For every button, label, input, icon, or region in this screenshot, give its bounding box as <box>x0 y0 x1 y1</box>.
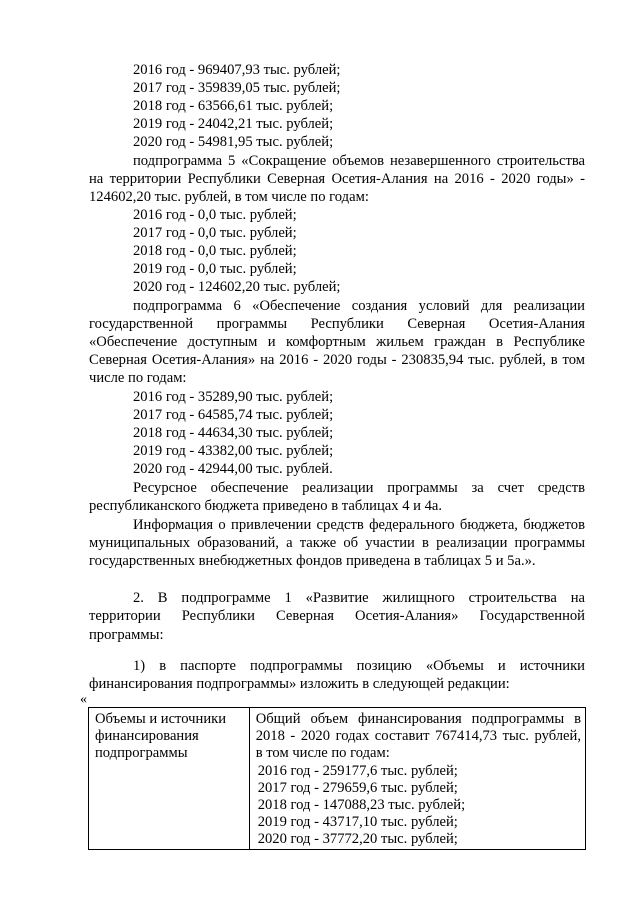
table-value-line: в том числе по годам: <box>255 745 390 762</box>
text-line: на территории Республики Северная Осетия-Алания на 2016 - 2020 годы» - <box>89 171 585 187</box>
text-line: Ресурсное обеспечение реализации программы за счет средств <box>133 480 585 496</box>
table-value-line: 2018 - 2020 годах составит 767414,73 тыс. рублей, <box>255 728 581 745</box>
text-line: государственной программы Республики Северная Осетия-Алания <box>89 316 585 332</box>
text-line: 2017 год - 64585,74 тыс. рублей; <box>133 407 334 423</box>
table-label-line: подпрограммы <box>95 745 188 762</box>
text-line: финансирования подпрограммы» изложить в следующей редакции: <box>89 676 510 692</box>
text-line: территории Республики Северная Осетия-Алания» Государственной <box>89 608 585 624</box>
table-label-line: финансирования <box>95 728 199 745</box>
text-line: 2016 год - 35289,90 тыс. рублей; <box>133 389 334 405</box>
text-line: 2. В подпрограмме 1 «Развитие жилищного строительства на <box>133 590 585 606</box>
passport-table <box>88 707 586 850</box>
text-line: числе по годам: <box>89 370 187 386</box>
text-line: 2019 год - 0,0 тыс. рублей; <box>133 261 297 277</box>
table-year-line: 2016 год - 259177,6 тыс. рублей; <box>257 762 458 779</box>
table-value-line: Общий объем финансирования подпрограммы в <box>255 711 581 727</box>
text-line: подпрограмма 6 «Обеспечение создания условий для реализации <box>133 298 585 314</box>
text-line: 2018 год - 44634,30 тыс. рублей; <box>133 425 334 441</box>
text-line: 2019 год - 24042,21 тыс. рублей; <box>133 116 334 132</box>
text-line: 2018 год - 0,0 тыс. рублей; <box>133 243 297 259</box>
text-line: 2016 год - 0,0 тыс. рублей; <box>133 207 297 223</box>
text-line: 124602,20 тыс. рублей, в том числе по годам: <box>89 189 369 205</box>
table-year-line: 2020 год - 37772,20 тыс. рублей; <box>257 831 458 848</box>
text-line: 2017 год - 0,0 тыс. рублей; <box>133 225 297 241</box>
table-label-cell <box>89 708 250 850</box>
text-line: 2016 год - 969407,93 тыс. рублей; <box>133 62 341 78</box>
text-line: «Обеспечение доступным и комфортным жильем граждан в Республике <box>89 334 585 350</box>
opening-quote-mark: « <box>80 692 87 707</box>
text-line: программы: <box>89 627 164 643</box>
text-line: 1) в паспорте подпрограммы позицию «Объемы и источники <box>133 658 585 674</box>
table-year-line: 2019 год - 43717,10 тыс. рублей; <box>257 814 458 831</box>
table-value-cell <box>249 708 585 850</box>
table-row <box>89 708 586 850</box>
text-line: Информация о привлечении средств федерального бюджета, бюджетов <box>133 517 585 533</box>
table-label-line: Объемы и источники <box>95 711 227 727</box>
text-line: республиканского бюджета приведено в таблицах 4 и 4а. <box>89 498 443 514</box>
table-year-line: 2017 год - 279659,6 тыс. рублей; <box>257 779 458 796</box>
table-year-line: 2018 год - 147088,23 тыс. рублей; <box>257 797 466 814</box>
text-line: государственных внебюджетных фондов приведена в таблицах 5 и 5а.». <box>89 553 536 569</box>
text-line: подпрограмма 5 «Сокращение объемов незавершенного строительства <box>133 153 585 169</box>
text-line: 2017 год - 359839,05 тыс. рублей; <box>133 80 341 96</box>
text-line: 2019 год - 43382,00 тыс. рублей; <box>133 443 334 459</box>
text-line: муниципальных образований, а также об участии в реализации программы <box>89 535 585 551</box>
text-line: 2020 год - 124602,20 тыс. рублей; <box>133 279 341 295</box>
text-line: Северная Осетия-Алания» на 2016 - 2020 годы - 230835,94 тыс. рублей, в том <box>89 352 585 368</box>
text-line: 2020 год - 42944,00 тыс. рублей. <box>133 461 333 477</box>
text-line: 2020 год - 54981,95 тыс. рублей; <box>133 134 334 150</box>
text-line: 2018 год - 63566,61 тыс. рублей; <box>133 98 334 114</box>
